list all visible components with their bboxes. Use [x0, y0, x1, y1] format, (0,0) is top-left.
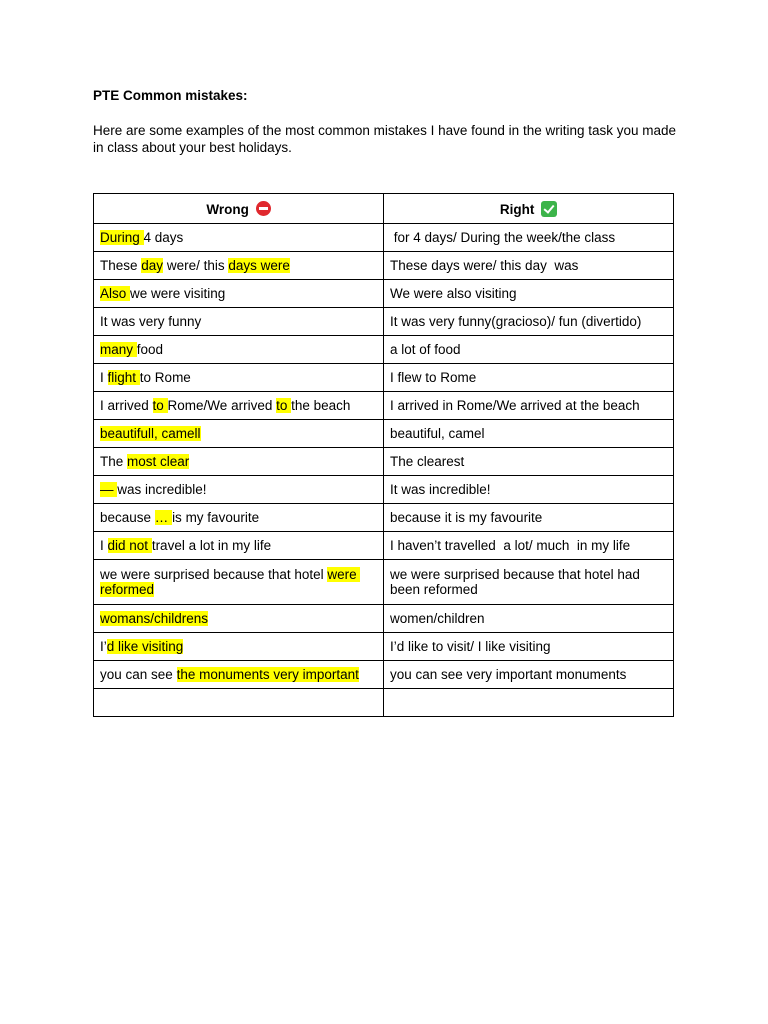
highlighted-mistake: were reformed: [100, 567, 361, 597]
table-row: [94, 689, 674, 717]
highlighted-mistake: womans/childrens: [100, 611, 209, 626]
table-row: [94, 605, 674, 633]
highlighted-mistake: Also: [100, 286, 131, 301]
wrong-cell: [94, 633, 384, 661]
right-cell: [384, 224, 674, 252]
cell-text: we were surprised because that hotel: [100, 567, 328, 582]
cell-text: were/ this: [163, 258, 229, 273]
table-row: [94, 420, 674, 448]
table-row: [94, 252, 674, 280]
cell-text: It was very funny: [100, 314, 202, 329]
wrong-cell: [94, 689, 384, 717]
cell-text: I arrived: [100, 398, 153, 413]
right-cell: [384, 336, 674, 364]
highlighted-mistake: most clear: [127, 454, 190, 469]
right-cell: [384, 532, 674, 560]
cell-text: I haven’t travelled a lot/ much in my life: [390, 538, 631, 553]
table-row: [94, 392, 674, 420]
cell-text: we were surprised because that hotel had been reformed: [390, 567, 644, 597]
cell-text: These: [100, 258, 142, 273]
cell-text: for 4 days/ During the week/the class: [390, 230, 616, 245]
highlighted-mistake: During: [100, 230, 144, 245]
right-cell: [384, 280, 674, 308]
table-row: [94, 560, 674, 605]
check-mark-icon: [541, 201, 557, 217]
highlighted-mistake: to: [152, 398, 168, 413]
cell-text: beautiful, camel: [390, 426, 485, 441]
intro-paragraph: Here are some examples of the most common mistakes I have found in the writing task you made in class about your best holidays.: [93, 123, 677, 155]
wrong-cell: [94, 448, 384, 476]
right-cell: [384, 476, 674, 504]
right-cell: [384, 364, 674, 392]
wrong-cell: [94, 224, 384, 252]
right-cell: [384, 420, 674, 448]
right-cell: [384, 504, 674, 532]
table-row: [94, 633, 674, 661]
cell-text: travel a lot in my life: [151, 538, 272, 553]
right-cell: [384, 560, 674, 605]
right-column-header: [384, 194, 674, 224]
cell-text: you can see very important monuments: [390, 667, 627, 682]
cell-text: is my favourite: [172, 510, 260, 525]
table-header-row: [94, 194, 674, 224]
highlighted-mistake: days were: [228, 258, 290, 273]
cell-text: food: [136, 342, 164, 357]
table-row: [94, 224, 674, 252]
table-row: [94, 504, 674, 532]
highlighted-mistake: flight: [107, 370, 140, 385]
cell-text: women/children: [390, 611, 485, 626]
right-cell: [384, 308, 674, 336]
cell-text: The clearest: [390, 454, 465, 469]
wrong-cell: [94, 420, 384, 448]
cell-text: because it is my favourite: [390, 510, 543, 525]
wrong-cell: [94, 476, 384, 504]
cell-text: I’d like to visit/ I like visiting: [390, 639, 551, 654]
right-cell: [384, 633, 674, 661]
table-row: [94, 280, 674, 308]
cell-text: I’: [100, 639, 107, 654]
table-row: [94, 661, 674, 689]
wrong-cell: [94, 504, 384, 532]
cell-text: 4 days: [143, 230, 184, 245]
wrong-cell: [94, 392, 384, 420]
cell-text: we were visiting: [130, 286, 226, 301]
cell-text: you can see: [100, 667, 177, 682]
wrong-cell: [94, 560, 384, 605]
mistakes-table: [93, 193, 674, 717]
wrong-header-label: Wrong: [206, 201, 249, 217]
right-cell: [384, 252, 674, 280]
right-cell: [384, 605, 674, 633]
highlighted-mistake: day: [141, 258, 164, 273]
cell-text: to Rome: [139, 370, 191, 385]
cell-text: I flew to Rome: [390, 370, 477, 385]
cell-text: I: [100, 538, 108, 553]
wrong-cell: [94, 308, 384, 336]
highlighted-mistake: the monuments very important: [176, 667, 359, 682]
table-row: [94, 336, 674, 364]
right-cell: [384, 689, 674, 717]
right-header-label: Right: [499, 201, 535, 217]
document-title: PTE Common mistakes:: [93, 88, 248, 103]
cell-text: It was very funny(gracioso)/ fun (divertido): [390, 314, 642, 329]
cell-text: a lot of food: [390, 342, 461, 357]
cell-text: was incredible!: [117, 482, 207, 497]
cell-text: It was incredible!: [390, 482, 491, 497]
cell-text: These days were/ this day was: [390, 258, 579, 273]
wrong-cell: [94, 280, 384, 308]
mistakes-table-body: [94, 224, 674, 717]
right-cell: [384, 392, 674, 420]
table-row: [94, 476, 674, 504]
table-row: [94, 532, 674, 560]
cell-text: the beach: [291, 398, 351, 413]
right-cell: [384, 448, 674, 476]
wrong-cell: [94, 252, 384, 280]
table-row: [94, 448, 674, 476]
cell-text: because: [100, 510, 155, 525]
wrong-cell: [94, 661, 384, 689]
highlighted-mistake: did not: [107, 538, 152, 553]
highlighted-mistake: to: [276, 398, 292, 413]
highlighted-mistake: …: [154, 510, 173, 525]
table-row: [94, 364, 674, 392]
cell-text: I: [100, 370, 108, 385]
right-cell: [384, 661, 674, 689]
highlighted-mistake: many: [100, 342, 137, 357]
wrong-column-header: [94, 194, 384, 224]
wrong-cell: [94, 532, 384, 560]
wrong-cell: [94, 364, 384, 392]
wrong-cell: [94, 336, 384, 364]
cell-text: I arrived in Rome/We arrived at the beach: [390, 398, 640, 413]
table-row: [94, 308, 674, 336]
highlighted-mistake: beautifull, camell: [100, 426, 201, 441]
wrong-cell: [94, 605, 384, 633]
no-entry-icon: [256, 201, 271, 216]
highlighted-mistake: d like visiting: [106, 639, 184, 654]
cell-text: The: [100, 454, 128, 469]
cell-text: Rome/We arrived: [167, 398, 277, 413]
cell-text: We were also visiting: [390, 286, 517, 301]
highlighted-mistake: —: [100, 482, 118, 497]
